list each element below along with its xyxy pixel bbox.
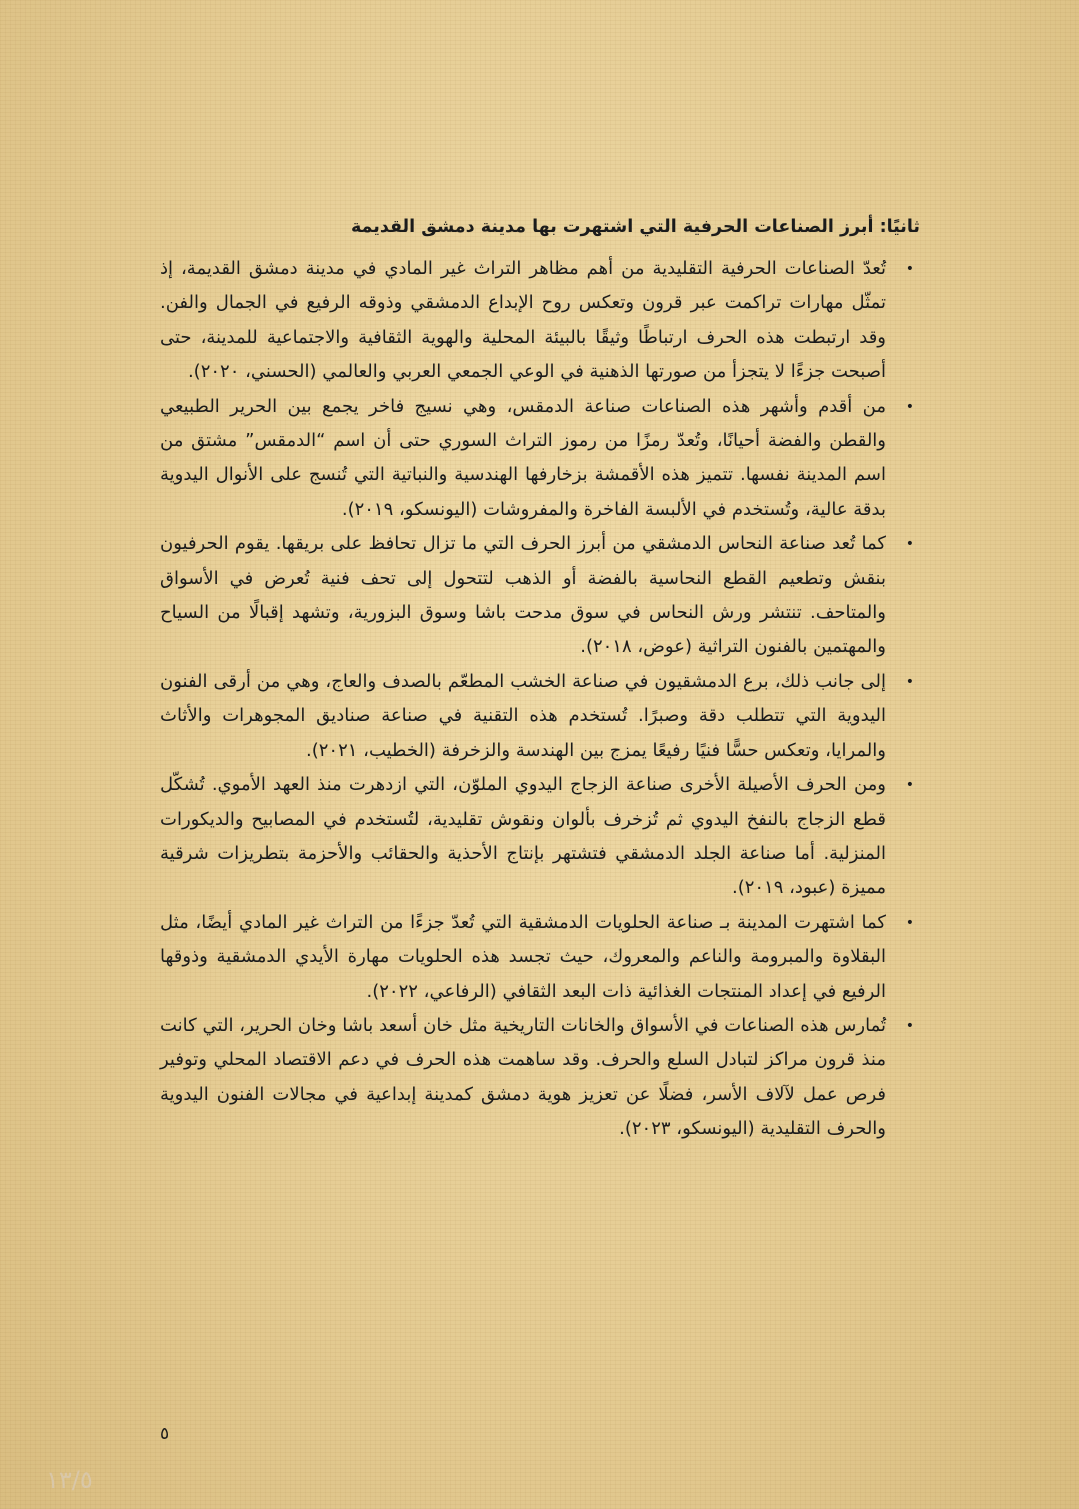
paragraph-text: كما تُعد صناعة النحاس الدمشقي من أبرز الحرف التي ما تزال تحافظ على بريقها. يقوم الحرفيون بنقش وتطعيم القطع النحاسية بالفضة أو الذهب لتتحول إلى تحف فنية تُعرض في الأسواق والمتاحف. تنتشر ورش النحاس في سوق مدحت باشا وسوق البزورية، وتشهد إقبالًا من السياح والمهتمين بالفنون التراثية (عوض، ٢٠١٨). — [160, 533, 886, 658]
paragraph-text: إلى جانب ذلك، برع الدمشقيون في صناعة الخشب المطعّم بالصدف والعاج، وهي من أرقى الفنون اليدوية التي تتطلب دقة وصبرًا. تُستخدم هذه التقنية في صناعة صناديق المجوهرات والأثاث والمرايا، وتعكس حسًّا فنيًا رفيعًا يمزج بين الهندسة والزخرفة (الخطيب، ٢٠٢١). — [160, 670, 886, 761]
bullet-icon: • — [905, 673, 914, 690]
bullet-icon: • — [905, 777, 914, 794]
paragraph-text: ومن الحرف الأصيلة الأخرى صناعة الزجاج اليدوي الملوّن، التي ازدهرت منذ العهد الأموي. تُشكّل قطع الزجاج بالنفخ اليدوي ثم تُزخرف بألوان ونقوش تقليدية، لتُستخدم في المصابيح والديكورات المنزلية. أما صناعة الجلد الدمشقي فتشتهر بإنتاج الأحذية والحقائب والأحزمة بتطريزات شرقية مميزة (عبود، ٢٠١٩). — [160, 774, 886, 899]
list-item — [160, 906, 920, 1009]
paragraph-text: تُمارس هذه الصناعات في الأسواق والخانات التاريخية مثل خان أسعد باشا وخان الحرير، التي كانت منذ قرون مراكز لتبادل السلع والحرف. وقد ساهمت هذه الحرف في دعم الاقتصاد المحلي وتوفير فرص عمل لآلاف الأسر، فضلًا عن تعزيز هوية دمشق كمدينة إبداعية في مجالات الفنون اليدوية والحرف التقليدية (اليونسكو، ٢٠٢٣). — [160, 1014, 886, 1140]
list-item — [160, 390, 920, 528]
paragraph-text: كما اشتهرت المدينة بـ صناعة الحلويات الدمشقية التي تُعدّ جزءًا من التراث غير المادي أيضًا، مثل البقلاوة والمبرومة والناعم والمعروك، حيث تجسد هذه الحلويات مهارة الأيدي الدمشقية وذوقها الرفيع في إعداد المنتجات الغذائية ذات البعد الثقافي (الرفاعي، ٢٠٢٢). — [160, 911, 886, 1002]
paragraph-text: تُعدّ الصناعات الحرفية التقليدية من أهم مظاهر التراث غير المادي في مدينة دمشق القديمة، إذ تمثّل مهارات تراكمت عبر قرون وتعكس روح الإبداع الدمشقي وذوقه الرفيع في الجمال والفن. وقد ارتبطت هذه الحرف ارتباطًا وثيقًا بالبيئة المحلية والهوية الثقافية والاجتماعية للمدينة، حتى أصبحت جزءًا لا يتجزأ من صورتها الذهنية في الوعي الجمعي العربي والعالمي (الحسني، ٢٠٢٠). — [160, 258, 886, 383]
paragraph-text: من أقدم وأشهر هذه الصناعات صناعة الدمقس، وهي نسيج فاخر يجمع بين الحرير الطبيعي والقطن والفضة أحيانًا، وتُعدّ رمزًا من رموز التراث السوري حتى أن اسم “الدمقس” مشتق من اسم المدينة نفسها. تتميز هذه الأقمشة بزخارفها الهندسية والنباتية التي تُنسج على الأنوال اليدوية بدقة عالية، وتُستخدم في الألبسة الفاخرة والمفروشات (اليونسكو، ٢٠١٩). — [160, 395, 886, 520]
list-item — [160, 252, 920, 390]
paragraph-list — [160, 252, 920, 1147]
page-count: ١٣/٥ — [46, 1466, 93, 1494]
list-item — [160, 768, 920, 906]
list-item — [160, 527, 920, 665]
list-item — [160, 1009, 920, 1147]
bullet-icon: • — [905, 261, 914, 277]
bullet-icon: • — [905, 1017, 914, 1034]
bullet-icon: • — [905, 398, 914, 415]
page-number: ٥ — [160, 1424, 170, 1444]
document-page — [160, 214, 920, 1147]
list-item — [160, 665, 920, 768]
bullet-icon: • — [905, 536, 914, 553]
bullet-icon: • — [905, 914, 914, 931]
section-heading: ثانيًا: أبرز الصناعات الحرفية التي اشتهرت بها مدينة دمشق القديمة — [350, 217, 920, 237]
